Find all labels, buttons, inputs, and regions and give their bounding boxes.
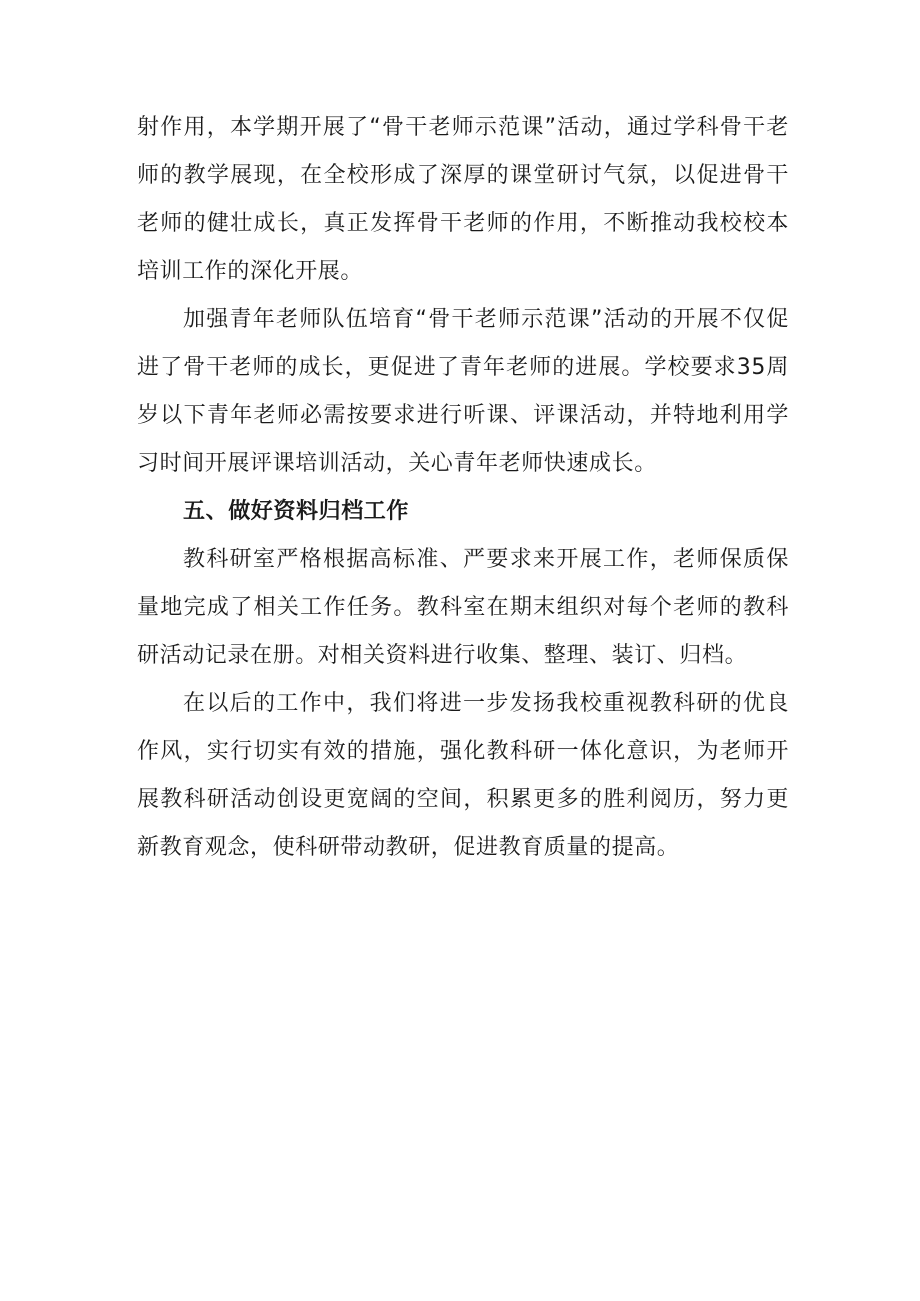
document-page	[137, 104, 789, 872]
section-heading-archiving: 五、做好资料归档工作	[183, 499, 410, 524]
paragraph-continuation: 射作用，本学期开展了“骨干老师示范课”活动，通过学科骨干老师的教学展现，在全校形成了深厚的课堂研讨气氛，以促进骨干老师的健壮成长，真正发挥骨干老师的作用，不断推动我校校本培训工作的深化开展。	[137, 115, 789, 284]
paragraph-young-teachers: 加强青年老师队伍培育“骨干老师示范课”活动的开展不仅促进了骨干老师的成长，更促进了青年老师的进展。学校要求35周岁以下青年老师必需按要求进行听课、评课活动，并特地利用学习时间开展评课培训活动，关心青年老师快速成长。	[137, 307, 789, 476]
paragraph-archiving: 教科研室严格根据高标准、严要求来开展工作，老师保质保量地完成了相关工作任务。教科室在期末组织对每个老师的教科研活动记录在册。对相关资料进行收集、整理、装订、归档。	[137, 547, 789, 668]
paragraph-future-work: 在以后的工作中，我们将进一步发扬我校重视教科研的优良作风，实行切实有效的措施，强化教科研一体化意识，为老师开展教科研活动创设更宽阔的空间，积累更多的胜利阅历，努力更新教育观念，使科研带动教研，促进教育质量的提高。	[137, 691, 789, 860]
